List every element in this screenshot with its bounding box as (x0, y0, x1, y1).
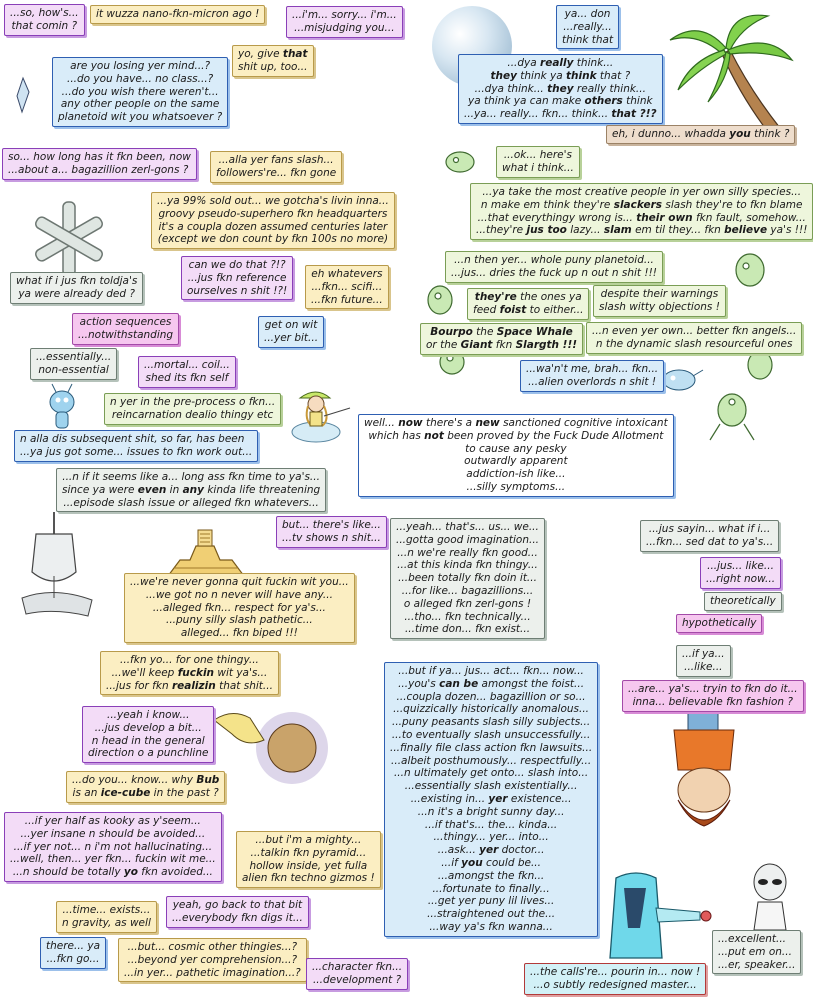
bubble-line: ...albeit posthumously... respectfully... (391, 754, 592, 767)
bubble-line: which has not been proved by the Fuck Dude Allotment (368, 429, 664, 442)
bubble-line: ...jus develop a bit... (94, 721, 202, 734)
bubble-line: ...about a... bagazillion zerl-gons ? (8, 163, 189, 176)
bubble-line: they're the ones ya (474, 291, 582, 303)
bubble-line: reincarnation dealio thingy etc (111, 408, 274, 421)
bubble-line: ...quizzically historically anomalous... (393, 703, 590, 716)
bubble-line: ...time don... fkn exist... (404, 623, 531, 636)
speech-bubble (306, 958, 408, 990)
speech-bubble (520, 360, 664, 392)
bubble-line: ...really... (563, 20, 612, 33)
speech-bubble (524, 963, 706, 995)
bubble-line: to cause any pesky (465, 442, 567, 455)
bubble-line: ...n ultimately get onto... slash into... (393, 767, 589, 780)
bubble-line: ...if yer not... n i'm not hallucinating... (13, 840, 213, 853)
speech-bubble (56, 468, 326, 512)
speech-bubble (593, 285, 726, 317)
bubble-line: ...but i'm a mighty... (255, 834, 362, 846)
bubble-line: alien fkn techno gizmos ! (242, 872, 375, 885)
speech-bubble (40, 937, 106, 969)
bubble-line: well... now there's a new sanctioned cognitive intoxicant (364, 417, 668, 429)
bubble-line: ...existing in... yer existence... (410, 792, 572, 805)
bubble-line: groovy pseudo-superhero fkn headquarters (158, 207, 388, 220)
bubble-line: followers're... fkn gone (216, 166, 337, 179)
speech-bubble (676, 614, 762, 633)
speech-bubble (258, 316, 324, 348)
bubble-line: ...ya 99% sold out... we gotcha's livin inna... (157, 195, 389, 207)
bubble-line: ...silly symptoms... (466, 480, 566, 493)
bubble-line: ourselves n shit !?! (187, 284, 288, 297)
bubble-line: ...talkin fkn pyramid... (250, 846, 367, 859)
bubble-line: ya think ya can make others think (468, 95, 653, 108)
speech-bubble (2, 148, 197, 180)
bubble-line: ...do you wish there weren't... (61, 85, 219, 98)
bubble-line: ...get yer puny lil lives... (427, 895, 555, 908)
bubble-line: ...everybody fkn digs it... (172, 911, 303, 924)
bubble-line: ...puny silly slash pathetic... (166, 614, 313, 627)
bubble-line: addiction-ish like... (466, 468, 566, 481)
bubble-line: ...to eventually slash unsuccessfully... (391, 728, 591, 741)
speech-bubble (30, 348, 117, 380)
bubble-line: ...jus sayin... what if i... (648, 523, 771, 535)
bubble-line: theoretically (710, 595, 776, 607)
bubble-line: ...gotta good imagination... (396, 533, 540, 546)
bubble-line: ...jus fkn reference (187, 271, 287, 284)
bubble-line: ...fkn... sed dat to ya's... (646, 535, 774, 548)
speech-bubble (470, 183, 813, 240)
bubble-line: o alleged fkn zerl-gons ! (403, 597, 532, 610)
bubble-line: ...finally file class action fkn lawsuits... (390, 741, 593, 754)
bubble-line: ...n should be totally yo fkn avoided... (12, 866, 213, 879)
grey-alien-illustration (744, 862, 796, 932)
speech-bubble (586, 322, 802, 354)
upside-down-kid-illustration (212, 700, 332, 790)
bubble-line: ...are... ya's... tryin to fkn do it... (628, 683, 798, 695)
robot-statue-illustration (14, 512, 104, 622)
bubble-line: ...n we're really fkn good... (397, 546, 538, 559)
bubble-line: ...er, speaker... (718, 958, 796, 971)
bubble-line: Bourpo the Space Whale (430, 326, 573, 338)
bubble-line: inna... believable fkn fashion ? (632, 695, 794, 708)
bubble-line: yo, give that (238, 48, 308, 60)
bubble-line: ...straightened out the... (427, 908, 556, 921)
golden-pyramid-illustration (150, 520, 260, 578)
bubble-line: alleged... fkn biped !!! (180, 627, 298, 640)
bubble-line: ...you's can be amongst the foist... (398, 677, 585, 690)
bubble-line: ...thingy... yer... into... (433, 831, 549, 844)
speech-bubble (66, 771, 225, 803)
crystal-shard-icon (16, 78, 30, 112)
bubble-line: ...we got no n never will have any... (145, 588, 333, 601)
bubble-line: ...ya... really... fkn... think... that ?!? (464, 108, 657, 121)
bubble-line: ...n then yer... whole puny planetoid... (454, 254, 654, 266)
bubble-line: ...fkn yo... for one thingy... (120, 654, 259, 666)
speech-bubble (390, 518, 545, 639)
speech-bubble (124, 573, 355, 643)
bubble-line: since ya were even in any kinda life threatening (62, 483, 321, 496)
speech-bubble (276, 516, 387, 548)
bubble-line: ...that everythingy wrong is... their own fkn fault, somehow... (477, 211, 806, 224)
blue-alien-icon (42, 382, 82, 430)
bubble-line: ...put em on... (718, 945, 792, 958)
bubble-line: ...n if it seems like a... long ass fkn time to ya's... (62, 471, 320, 483)
bubble-line: ya were already ded ? (18, 287, 135, 300)
speech-bubble (14, 430, 258, 462)
bubble-line: eh, i dunno... whadda you think ? (612, 128, 790, 140)
bubble-line: ...been totally fkn doin it... (398, 572, 537, 585)
bubble-line: ...n even yer own... better fkn angels... (592, 325, 797, 337)
bubble-line: ...i'm... sorry... i'm... (292, 9, 397, 21)
bubble-line: ...jus... dries the fuck up n out n shit !!! (451, 266, 657, 279)
speech-bubble (52, 57, 228, 127)
bubble-line: can we do that ?!? (188, 259, 286, 271)
bubble-line: ...we'll keep fuckin wit ya's... (111, 666, 268, 679)
bubble-line: ...well, then... yer fkn... fuckin wit me... (10, 853, 216, 866)
bubble-line: ...we're never gonna quit fuckin wit you... (130, 576, 349, 588)
bubble-line: is an ice-cube in the past ? (72, 786, 219, 799)
bubble-line: n yer in the pre-process o fkn... (110, 396, 276, 408)
bubble-line: ...o subtly redesigned master... (533, 978, 697, 991)
speech-bubble (420, 323, 583, 355)
speech-bubble (10, 272, 143, 304)
bubble-line: ...essentially... (36, 351, 112, 363)
bubble-line: ...but... cosmic other thingies...? (127, 941, 298, 953)
speech-bubble (622, 680, 804, 712)
bubble-line: ...tv shows n shit... (282, 531, 381, 544)
bubble-line: action sequences (79, 316, 172, 328)
bubble-line: shed its fkn self (145, 371, 229, 384)
bubble-line: what if i jus fkn toldja's (16, 275, 138, 287)
bubble-line: ...alien overlords n shit ! (528, 375, 657, 388)
bubble-line: ...mortal... coil... (144, 359, 230, 371)
bubble-line: n head in the general (91, 734, 205, 747)
bubble-line: but... there's like... (282, 519, 381, 531)
bubble-line: ...n it's a bright sunny day... (417, 805, 565, 818)
speech-bubble (358, 414, 674, 497)
bubble-line: outwardly apparent (464, 455, 568, 468)
bubble-line: that comin ? (11, 19, 78, 32)
asterisk-star-icon (28, 198, 110, 280)
upside-down-bearded-man-illustration (664, 700, 744, 830)
bubble-line: hollow inside, yet fulla (249, 859, 368, 872)
bubble-line: ...if yer half as kooky as y'seem... (24, 815, 201, 827)
speech-bubble (4, 4, 85, 36)
bubble-line: ...yeah i know... (107, 709, 190, 721)
bubble-line: ...way ya's fkn wanna... (429, 920, 553, 933)
speech-bubble (236, 831, 381, 888)
bubble-line: think that (562, 33, 614, 46)
speech-bubble (90, 5, 265, 24)
bubble-line: get on wit (264, 319, 318, 331)
bubble-line: eh whatevers (311, 268, 383, 280)
palm-tree-illustration (660, 10, 800, 135)
speech-bubble (4, 812, 222, 882)
speech-bubble (704, 592, 782, 611)
speech-bubble (286, 6, 403, 38)
bubble-line: ...fkn future... (311, 293, 383, 306)
bubble-line: what i think... (502, 161, 574, 174)
bubble-line: hypothetically (682, 617, 757, 629)
speech-bubble (556, 5, 619, 49)
cyan-alien-gizmo-illustration (596, 868, 720, 974)
bubble-line: ...do you have... no class...? (66, 72, 214, 85)
bubble-line: shit up, too... (238, 60, 308, 73)
bubble-line: ...for like... bagazillions... (401, 584, 534, 597)
bubble-line: ...fkn go... (46, 952, 100, 965)
speech-bubble (72, 313, 179, 345)
speech-bubble (232, 45, 314, 77)
bubble-line: ...coupla dozen... bagazillion or so... (396, 690, 586, 703)
bubble-line: ...do you... know... why Bub (72, 774, 220, 786)
bubble-line: ...essentially slash existentially... (404, 780, 578, 793)
speech-bubble (496, 146, 580, 178)
bubble-line: ...notwithstanding (78, 328, 174, 341)
bubble-line: direction o a punchline (88, 747, 209, 760)
bubble-line: any other people on the same (60, 98, 220, 111)
bubble-line: feed foist to either... (473, 303, 584, 316)
bubble-line: ...time... exists... (62, 904, 151, 916)
cartoon-kid-illustration (286, 386, 356, 446)
bubble-line: ...wa'n't me, brah... fkn... (526, 363, 659, 375)
bubble-line: ...dya think... they really think... (474, 82, 646, 95)
bubble-line: ...if you could be... (441, 856, 541, 869)
bubble-line: ...amongst the fkn... (437, 869, 545, 882)
bubble-line: (except we don count by fkn 100s no more) (157, 233, 389, 246)
speech-bubble (82, 706, 214, 763)
bubble-line: ...dya really think... (507, 57, 614, 69)
bubble-line: ...yer insane n should be avoided... (20, 827, 206, 840)
speech-bubble (305, 265, 389, 309)
bubble-line: n the dynamic slash resourceful ones (595, 337, 793, 350)
bubble-line: ...if that's... the... kinda... (424, 818, 558, 831)
bubble-line: ...like... (684, 660, 723, 673)
bubble-line: yeah, go back to that bit (172, 899, 303, 911)
bubble-line: ...so, how's... (10, 7, 79, 19)
bubble-line: ...they're jus too lazy... slam em til they... fkn believe ya's !!! (476, 224, 808, 237)
bubble-line: ...but if ya... jus... act... fkn... now... (398, 665, 584, 677)
bubble-line: ...yeah... that's... us... we... (396, 521, 539, 533)
bubble-line: slash witty objections ! (599, 300, 720, 313)
bubble-line: ...the calls're... pourin in... now ! (530, 966, 701, 978)
speech-bubble (118, 938, 307, 982)
bubble-line: ...character fkn... (312, 961, 403, 973)
bubble-line: ...episode slash issue or alleged fkn whatevers... (63, 496, 319, 509)
bubble-line: ...fkn... scifi... (311, 280, 383, 293)
speech-bubble (100, 651, 279, 695)
speech-bubble (458, 54, 663, 124)
bubble-line: ...development ? (312, 973, 402, 986)
speech-bubble (676, 645, 731, 677)
bubble-line: ...excellent... (718, 933, 786, 945)
speech-bubble (712, 930, 801, 974)
bubble-line: it's a coupla dozen assumed centuries later (158, 220, 388, 233)
bubble-line: ...yer bit... (264, 331, 319, 344)
speech-bubble (104, 393, 281, 425)
bubble-line: non-essential (38, 363, 109, 376)
bubble-line: ...jus... like... (707, 560, 774, 572)
bubble-line: despite their warnings (600, 288, 719, 300)
speech-bubble (138, 356, 236, 388)
bubble-line: n make em think they're slackers slash they're to fkn blame (480, 198, 803, 211)
bubble-line: ...tho... fkn technically... (404, 610, 531, 623)
bubble-line: n alla dis subsequent shit, so far, has been (20, 433, 245, 445)
speech-bubble (166, 896, 309, 928)
bubble-line: it wuzza nano-fkn-micron ago ! (96, 8, 260, 20)
bubble-line: are you losing yer mind...? (70, 60, 211, 72)
bubble-line: ...alleged fkn... respect for ya's... (152, 601, 326, 614)
bubble-line: or the Giant fkn Slargth !!! (426, 338, 578, 351)
bubble-line: ...beyond yer comprehension...? (127, 953, 298, 966)
bubble-line: there... ya (46, 940, 101, 952)
bubble-line: ...misjudging you... (294, 21, 395, 34)
bubble-line: ...alla yer fans slash... (218, 154, 334, 166)
speech-bubble (606, 125, 795, 144)
speech-bubble (56, 901, 157, 933)
bubble-line: ...in yer... pathetic imagination...? (124, 966, 301, 979)
speech-bubble (210, 151, 342, 183)
speech-bubble (151, 192, 395, 249)
bubble-line: ...puny peasants slash silly subjects... (392, 716, 591, 729)
speech-bubble (445, 251, 663, 283)
bubble-line: ...if ya... (682, 648, 725, 660)
speech-bubble (700, 557, 781, 589)
bubble-line: ...right now... (706, 572, 776, 585)
speech-bubble (384, 662, 598, 937)
bubble-line: ya... don (564, 8, 611, 20)
bubble-line: ...ya take the most creative people in yer own silly species... (482, 186, 802, 198)
speech-bubble (640, 520, 779, 552)
bubble-line: ...ya jus got some... issues to fkn work out... (20, 445, 253, 458)
bubble-line: they think ya think that ? (490, 69, 631, 82)
bubble-line: ...jus for fkn realizin that shit... (106, 679, 273, 692)
bubble-line: planetoid wit you whatsoever ? (58, 111, 223, 124)
bubble-line: so... how long has it fkn been, now (8, 151, 191, 163)
bubble-line: ...at this kinda fkn thingy... (397, 559, 538, 572)
speech-bubble (467, 288, 589, 320)
speech-bubble (181, 256, 293, 300)
bubble-line: n gravity, as well (62, 916, 151, 929)
bubble-line: ...fortunate to finally... (432, 882, 550, 895)
bubble-line: ...ask... yer doctor... (437, 844, 545, 857)
bubble-line: ...ok... here's (503, 149, 572, 161)
